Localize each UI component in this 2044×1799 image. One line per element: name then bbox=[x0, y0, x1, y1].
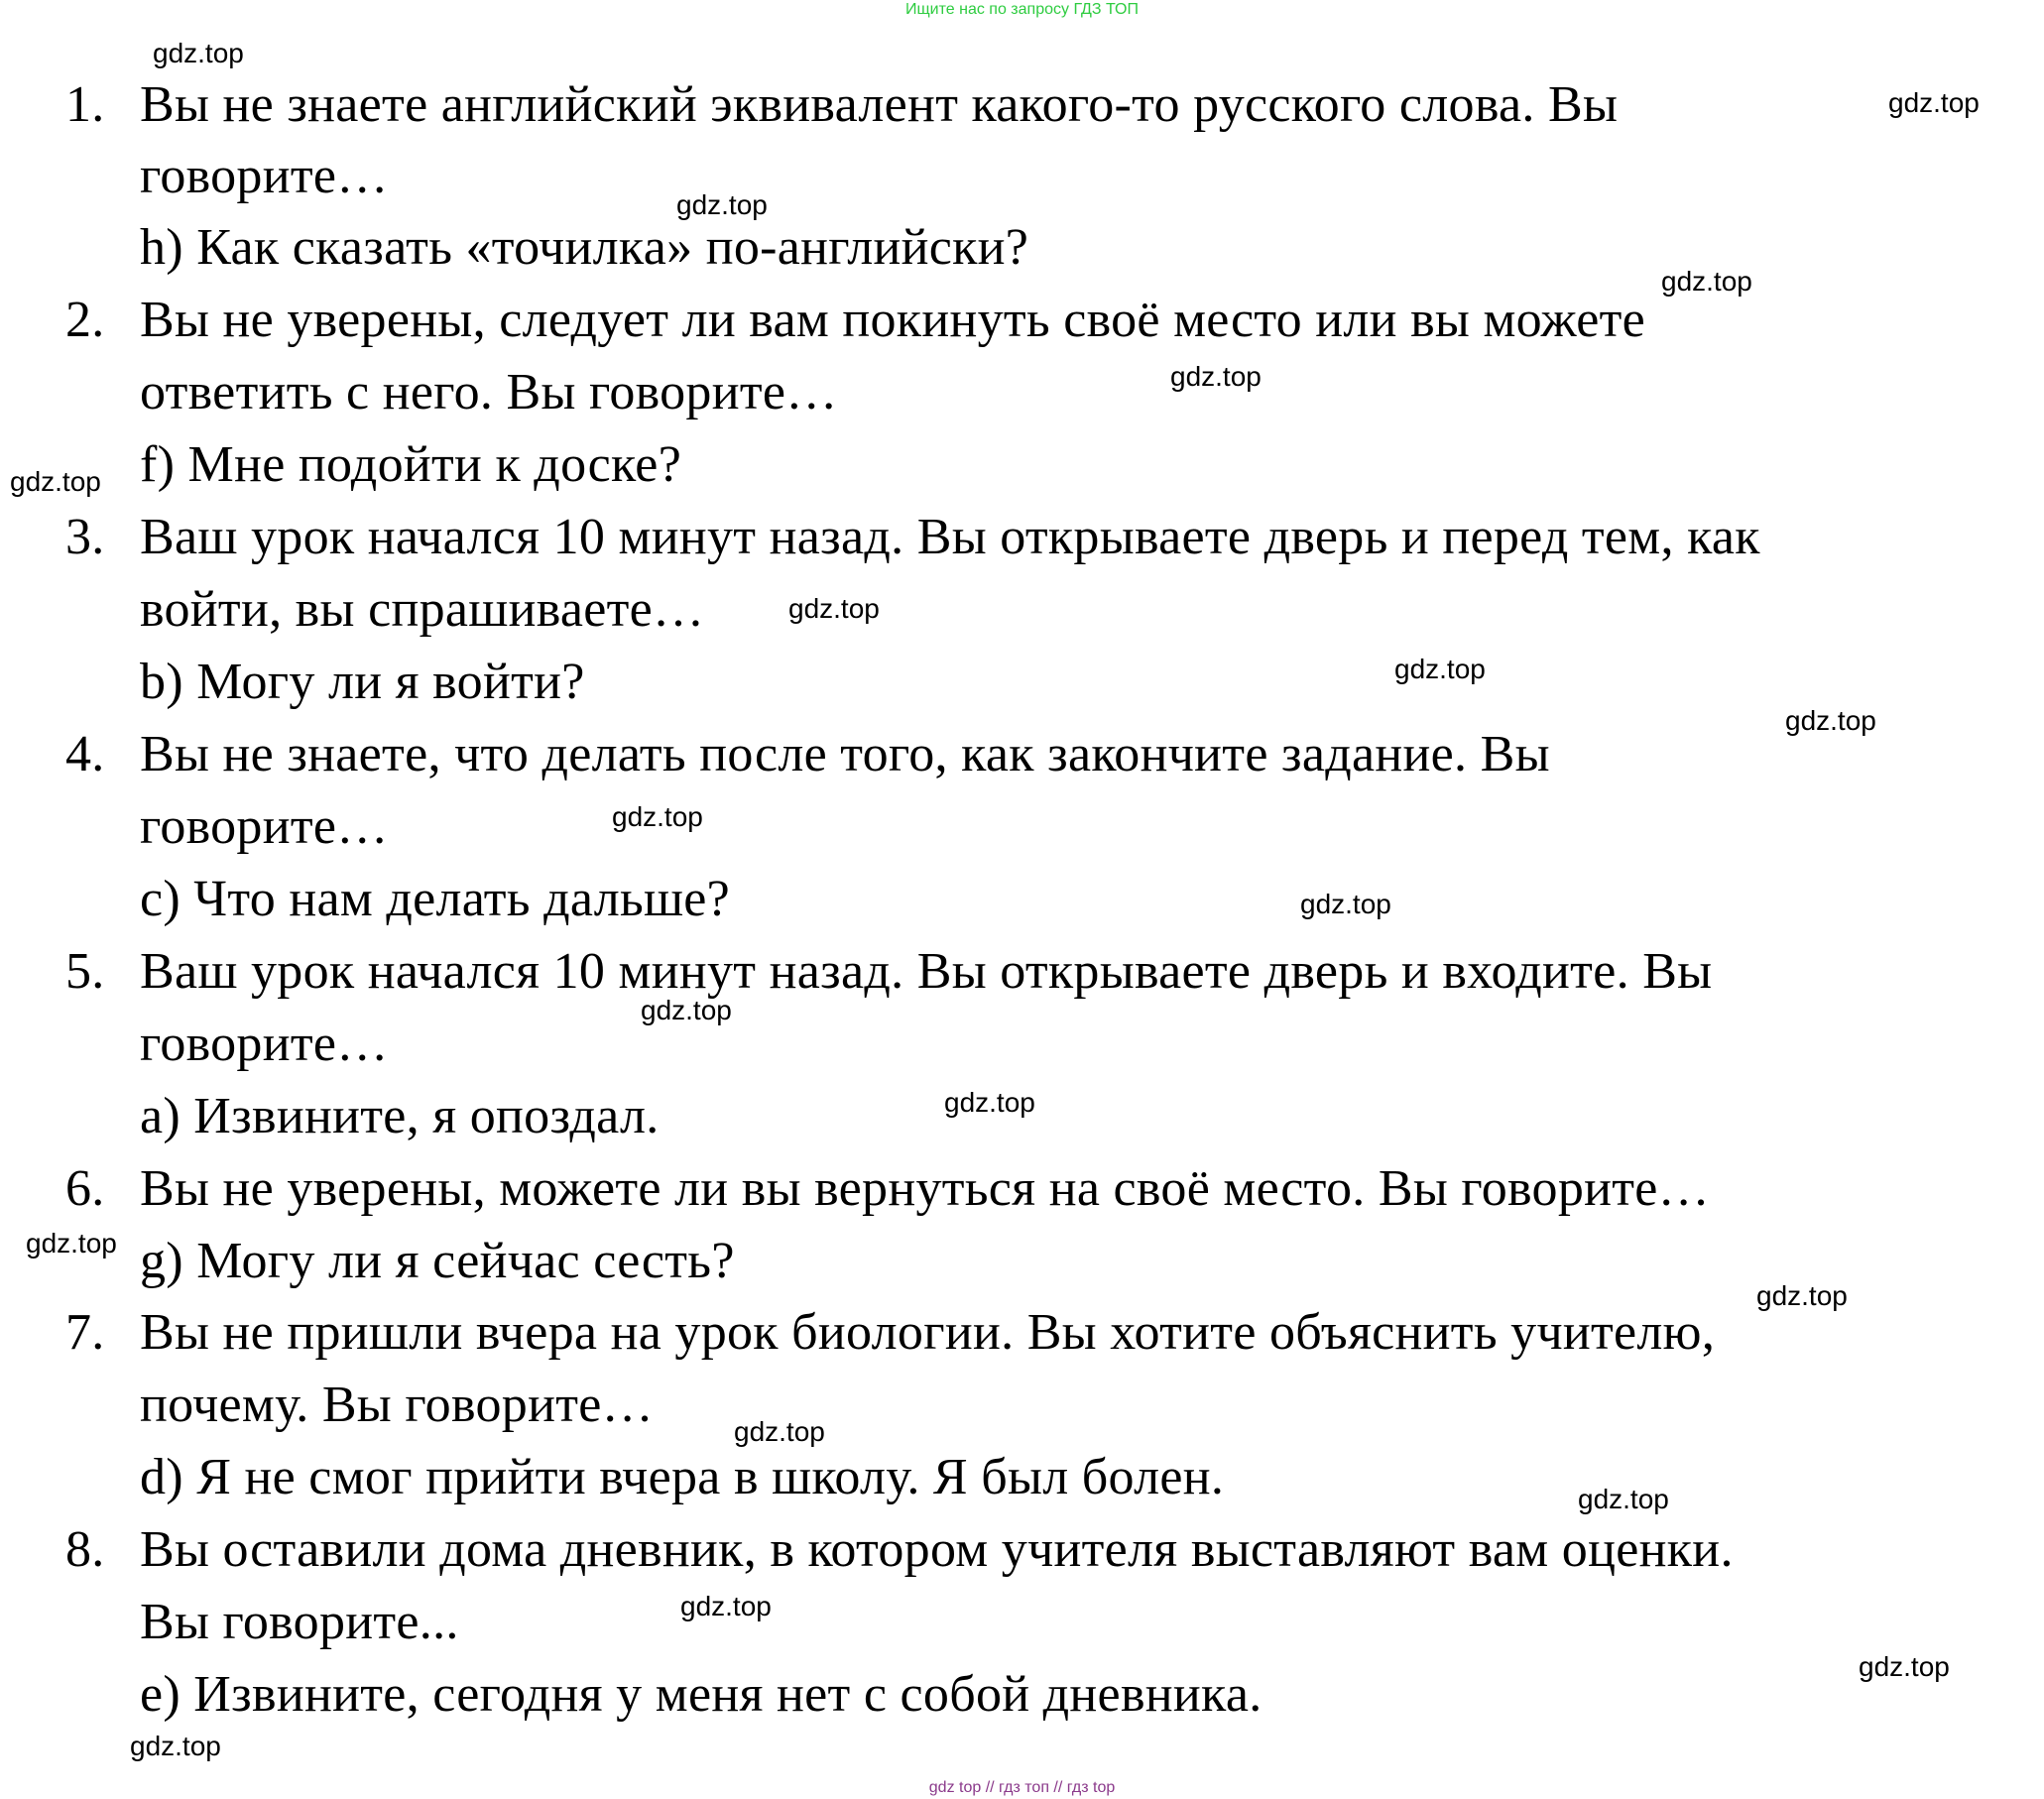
item-answer: h) Как сказать «точилка» по-английски? bbox=[140, 219, 1029, 276]
watermark: gdz.top bbox=[734, 1416, 825, 1447]
watermark: gdz.top bbox=[10, 466, 101, 497]
item-number: 3. bbox=[65, 509, 105, 565]
item-text: войти, вы спрашиваете… bbox=[140, 581, 705, 638]
item-number: 4. bbox=[65, 726, 105, 782]
item-text: почему. Вы говорите… bbox=[140, 1377, 654, 1433]
item-text: Ваш урок начался 10 минут назад. Вы открываете дверь и входите. Вы bbox=[140, 943, 1713, 1000]
item-number: 5. bbox=[65, 943, 105, 1000]
watermark: gdz.top bbox=[1785, 705, 1876, 736]
top-banner: Ищите нас по запросу ГДЗ ТОП bbox=[905, 1, 1139, 18]
item-text: Вы говорите... bbox=[140, 1594, 459, 1650]
item-answer: a) Извините, я опоздал. bbox=[140, 1088, 660, 1144]
watermark: gdz.top bbox=[1394, 654, 1486, 684]
watermark: gdz.top bbox=[1300, 889, 1391, 919]
item-number: 8. bbox=[65, 1521, 105, 1578]
item-answer: g) Могу ли я сейчас сесть? bbox=[140, 1233, 735, 1289]
watermark: gdz.top bbox=[1170, 361, 1262, 392]
item-number: 7. bbox=[65, 1304, 105, 1361]
item-answer: b) Могу ли я войти? bbox=[140, 654, 585, 710]
watermark: gdz.top bbox=[1661, 266, 1752, 297]
watermark: gdz.top bbox=[788, 593, 880, 624]
item-answer: c) Что нам делать дальше? bbox=[140, 871, 731, 927]
item-number: 2. bbox=[65, 292, 105, 348]
item-text: Вы не пришли вчера на урок биологии. Вы хотите объяснить учителю, bbox=[140, 1304, 1716, 1361]
watermark: gdz.top bbox=[1756, 1280, 1848, 1311]
item-answer: d) Я не смог прийти вчера в школу. Я был болен. bbox=[140, 1449, 1225, 1505]
item-answer: e) Извините, сегодня у меня нет с собой дневника. bbox=[140, 1666, 1262, 1723]
watermark: gdz.top bbox=[612, 801, 703, 832]
item-text: Вы не уверены, можете ли вы вернуться на своё место. Вы говорите… bbox=[140, 1160, 1710, 1217]
watermark: gdz.top bbox=[641, 995, 732, 1025]
watermark: gdz.top bbox=[130, 1731, 221, 1761]
watermark: gdz.top bbox=[680, 1591, 772, 1621]
item-text: Вы оставили дома дневник, в котором учителя выставляют вам оценки. bbox=[140, 1521, 1734, 1578]
item-text: ответить с него. Вы говорите… bbox=[140, 364, 838, 420]
item-text: говорите… bbox=[140, 798, 389, 855]
bottom-banner: gdz top // гдз топ // гдз top bbox=[928, 1779, 1116, 1796]
watermark: gdz.top bbox=[1888, 87, 1980, 118]
watermark: gdz.top bbox=[944, 1087, 1035, 1118]
watermark: gdz.top bbox=[1859, 1651, 1950, 1682]
item-number: 1. bbox=[65, 76, 105, 133]
item-number: 6. bbox=[65, 1160, 105, 1217]
item-answer: f) Мне подойти к доске? bbox=[140, 436, 682, 493]
item-text: Вы не знаете английский эквивалент какого-то русского слова. Вы bbox=[140, 76, 1619, 133]
watermark: gdz.top bbox=[153, 38, 244, 68]
item-text: Ваш урок начался 10 минут назад. Вы открываете дверь и перед тем, как bbox=[140, 509, 1760, 565]
item-text: говорите… bbox=[140, 148, 389, 204]
item-text: говорите… bbox=[140, 1016, 389, 1072]
item-text: Вы не знаете, что делать после того, как закончите задание. Вы bbox=[140, 726, 1550, 782]
item-text: Вы не уверены, следует ли вам покинуть своё место или вы можете bbox=[140, 292, 1646, 348]
watermark: gdz.top bbox=[676, 189, 768, 220]
watermark: gdz.top bbox=[1578, 1484, 1669, 1514]
watermark: gdz.top bbox=[26, 1228, 117, 1259]
